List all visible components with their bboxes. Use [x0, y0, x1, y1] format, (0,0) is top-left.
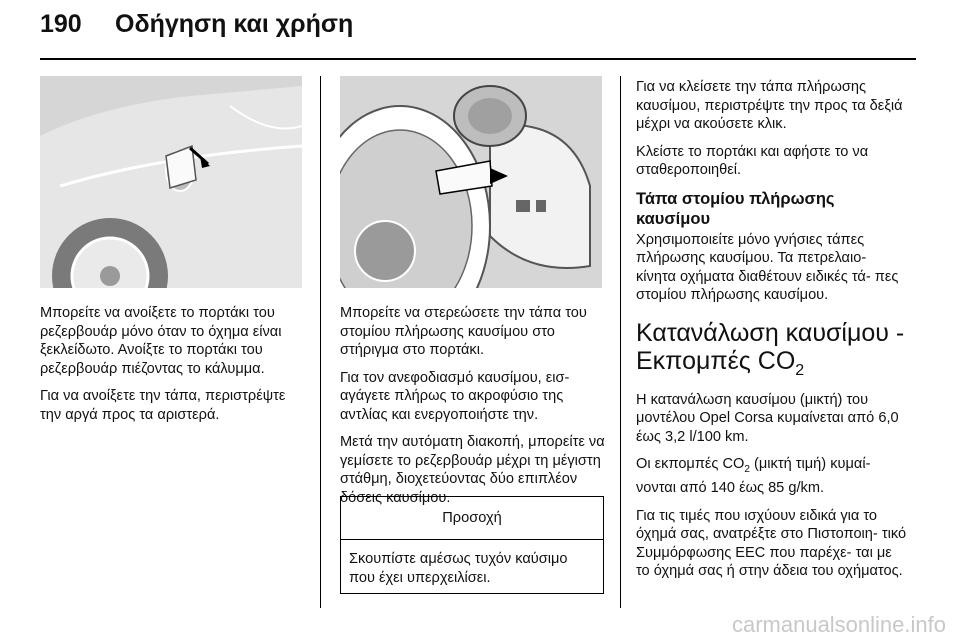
right-paragraph-2: Κλείστε το πορτάκι και αφήστε το να σταθεροποιηθεί. — [636, 143, 869, 178]
consumption-heading-line2: Εκπομπές CO — [636, 346, 796, 375]
middle-paragraph-1: Μπορείτε να στερεώσετε την τάπα του στομίου πλήρωσης καυσίμου στο στήριγμα στο πορτάκι. — [340, 305, 587, 358]
column-divider-1 — [320, 76, 321, 608]
middle-paragraph-2: Για τον ανεφοδιασμό καυσίμου, εισ- αγάγετε πλήρως το ακροφύσιο της αντλίας και ενεργοποιήστε την. — [340, 369, 570, 423]
right-paragraph-6: Για τις τιμές που ισχύουν ειδικά για το όχημά σας, ανατρέξτε στο Πιστοποιη- τικό Συμμόρφωσης EEC που παρέχε- ται με το όχημά σας ή στην άδεια του οχήματος. — [636, 507, 907, 580]
consumption-heading — [636, 319, 908, 385]
fuel-cap-holder-illustration — [340, 76, 602, 288]
right-paragraph-4: Η κατανάλωση καυσίμου (μικτή) του μοντέλου Opel Corsa κυμαίνεται από 6,0 έως 3,2 l/100 km. — [636, 391, 899, 445]
caution-notice-title: Προσοχή — [341, 497, 603, 540]
fuel-cap-subheading: Τάπα στομίου πλήρωσης καυσίμου — [636, 189, 835, 228]
emissions-text-b: (μικτή τιμή) κυμαί- νονται από 140 έως 85 g/km. — [636, 456, 871, 497]
watermark: carmanualsonline.info — [731, 612, 946, 637]
consumption-heading-line1: Κατανάλωση καυσίμου - — [636, 318, 905, 347]
emissions-subscript: 2 — [744, 463, 750, 475]
emissions-text-a: Οι εκπομπές CO — [636, 456, 745, 472]
right-paragraph-3: Χρησιμοποιείτε μόνο γνήσιες τάπες πλήρωσης καυσίμου. Τα πετρελαιο- κίνητα οχήματα διαθέτουν ειδικές τά- πες στομίου πλήρωσης καυσίμου. — [636, 231, 899, 303]
car-fuel-door-illustration — [40, 76, 302, 288]
section-title: Οδήγηση και χρήση — [115, 10, 354, 38]
caution-notice-box — [340, 496, 604, 594]
left-paragraph-2: Για να ανοίξετε την τάπα, περιστρέψτε την αργά προς τα αριστερά. — [40, 388, 286, 423]
consumption-heading-subscript: 2 — [795, 361, 805, 379]
left-paragraph-1: Μπορείτε να ανοίξετε το πορτάκι του ρεζερβουάρ μόνο όταν το όχημα είναι ξεκλείδωτο. Ανοίξτε το πορτάκι του ρεζερβουάρ πιέζοντας το κάλυμμα. — [40, 305, 282, 377]
header-rule — [40, 58, 916, 60]
column-divider-2 — [620, 76, 621, 608]
page-number: 190 — [40, 10, 82, 38]
middle-paragraph-3: Μετά την αυτόματη διακοπή, μπορείτε να γεμίσετε το ρεζερβουάρ μέχρι τη μέγιστη στάθμη, διοχετεύοντας δύο επιπλέον δόσεις καυσίμου. — [340, 434, 605, 506]
caution-notice-text: Σκουπίστε αμέσως τυχόν καύσιμο που έχει υπερχειλίσει. — [349, 551, 568, 586]
right-paragraph-1: Για να κλείσετε την τάπα πλήρωσης καυσίμου, περιστρέψτε την προς τα δεξιά μέχρι να ακούσετε κλικ. — [636, 79, 903, 132]
right-paragraph-5 — [636, 455, 908, 498]
